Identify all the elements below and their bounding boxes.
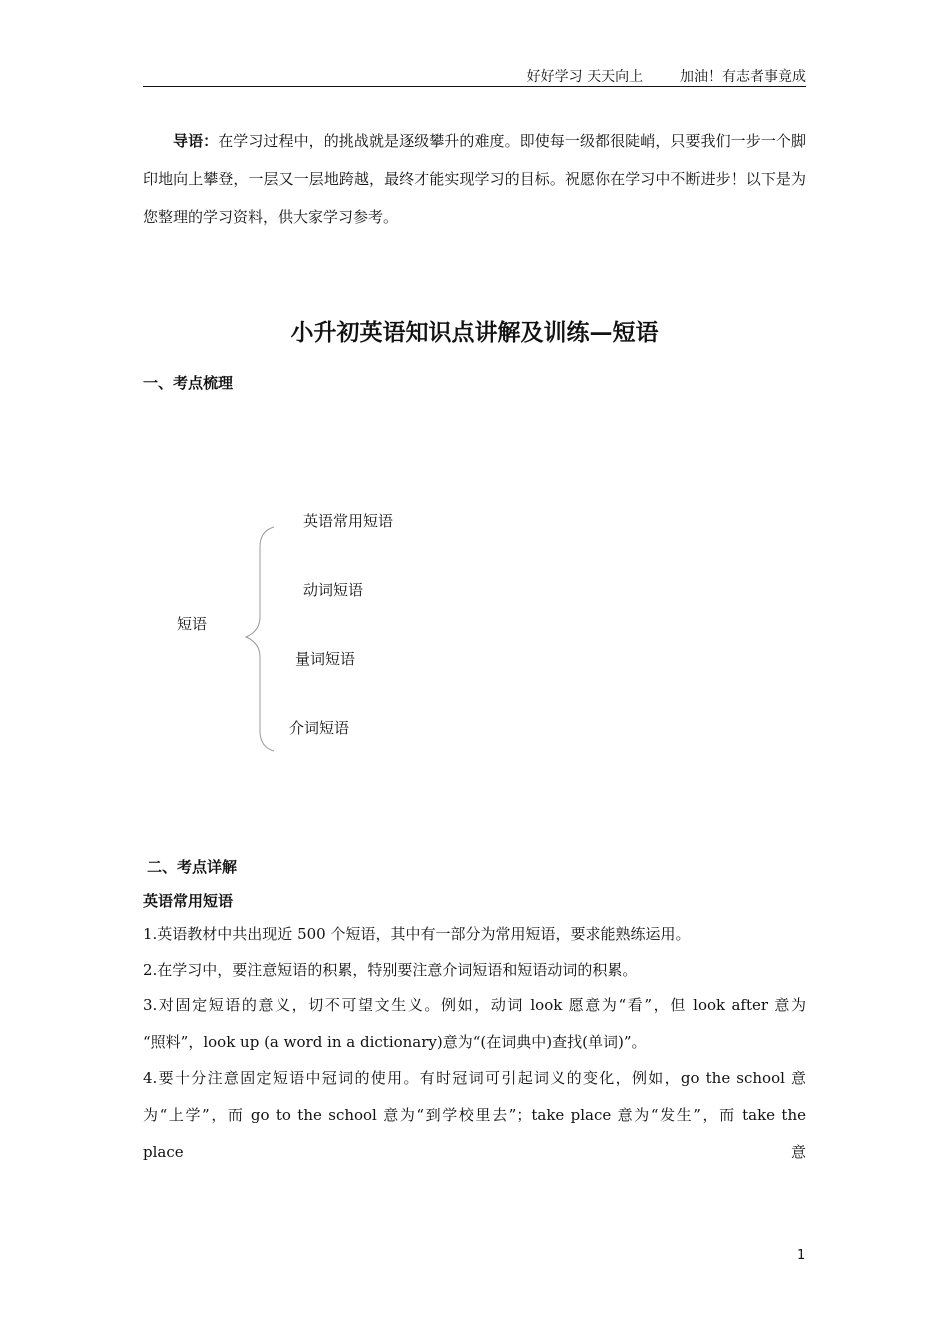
page-header bbox=[143, 66, 806, 87]
intro-text: 在学习过程中，的挑战就是逐级攀升的难度。即使每一级都很陡峭，只要我们一步一个脚印地向上攀登，一层又一层地跨越，最终才能实现学习的目标。祝愿你在学习中不断进步！以下是为您整理的学习资料，供大家学习参考。 bbox=[143, 132, 806, 226]
diagram-item-verb-phrases: 动词短语 bbox=[303, 581, 364, 599]
detail-line-5: 4.要十分注意固定短语中冠词的使用。有时冠词可引起词义的变化，例如，go the school 意 bbox=[143, 1069, 806, 1087]
diagram-item-prepositional-phrases: 介词短语 bbox=[289, 719, 350, 737]
detail-line-7 bbox=[143, 1142, 806, 1162]
section2-subheading: 英语常用短语 bbox=[143, 892, 234, 910]
detail-line-7-left: place bbox=[143, 1143, 184, 1161]
diagram-item-common-phrases: 英语常用短语 bbox=[303, 512, 394, 530]
detail-line-3: 3.对固定短语的意义，切不可望文生义。例如，动词 look 愿意为“看”，但 look after 意为 bbox=[143, 996, 806, 1014]
diagram-item-quantifier-phrases: 量词短语 bbox=[295, 650, 356, 668]
document-title: 小升初英语知识点讲解及训练—短语 bbox=[290, 319, 659, 346]
detail-line-2: 2.在学习中，要注意短语的积累，特别要注意介词短语和短语动词的积累。 bbox=[143, 961, 638, 979]
section1-heading: 一、考点梳理 bbox=[143, 374, 234, 392]
detail-line-4: “照料”，look up (a word in a dictionary)意为“(在词典中)查找(单词)”。 bbox=[143, 1033, 647, 1051]
detail-line-1: 1.英语教材中共出现近 500 个短语，其中有一部分为常用短语，要求能熟练运用。 bbox=[143, 925, 691, 943]
section2-heading: 二、考点详解 bbox=[147, 858, 238, 876]
intro-label: 导语： bbox=[173, 132, 219, 150]
detail-line-6: 为“上学”，而 go to the school 意为“到学校里去”；take place 意为“发生”，而 take the bbox=[143, 1106, 806, 1124]
header-right-text: 加油！有志者事竟成 bbox=[680, 69, 806, 85]
page-number: 1 bbox=[797, 1248, 806, 1263]
detail-line-7-right: 意 bbox=[790, 1143, 806, 1161]
diagram-root-label: 短语 bbox=[177, 615, 208, 633]
curly-brace-icon bbox=[240, 525, 280, 755]
intro-paragraph bbox=[143, 122, 806, 236]
header-left-text: 好好学习 天天向上 bbox=[526, 69, 644, 85]
